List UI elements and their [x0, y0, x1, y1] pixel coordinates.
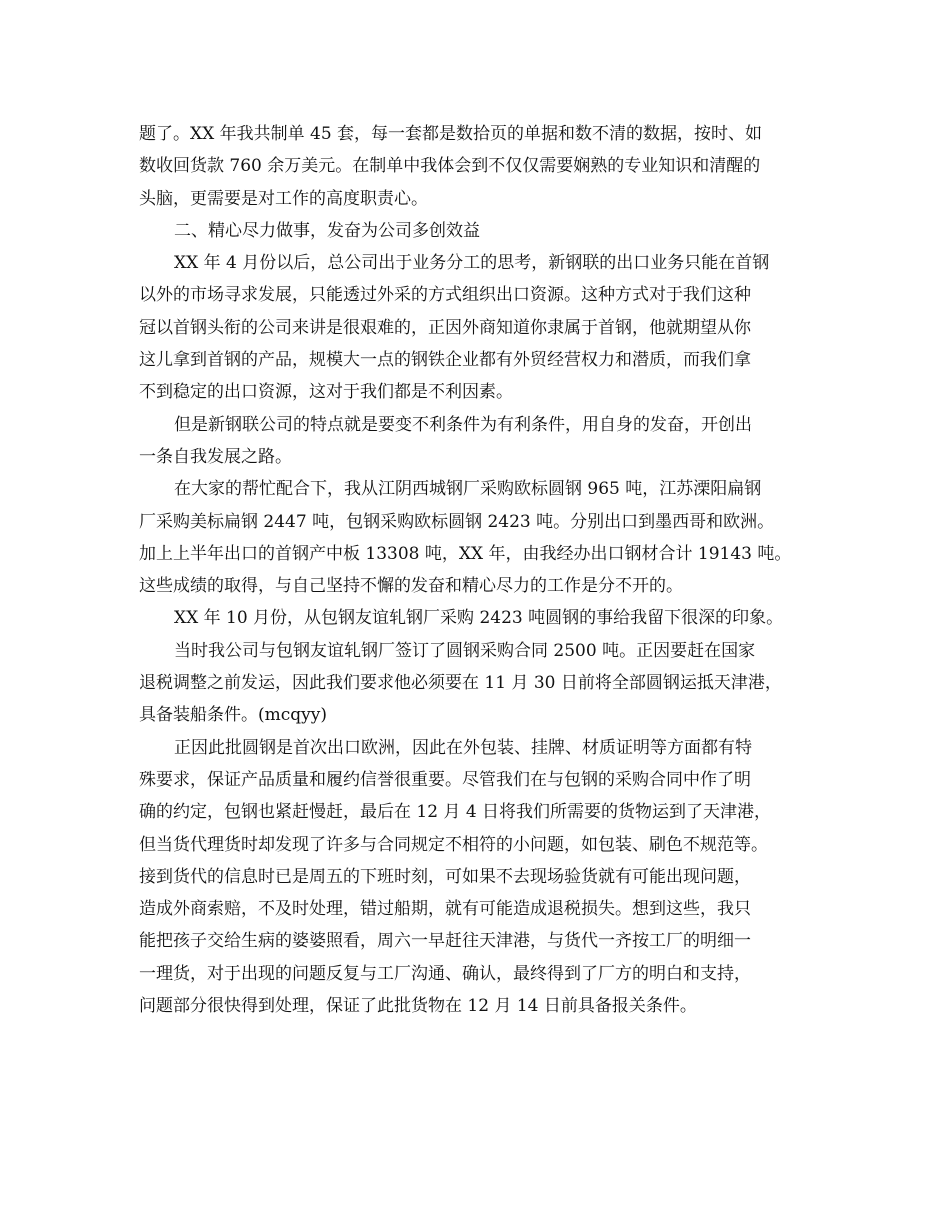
text-line: 问题部分很快得到处理，保证了此批货物在 12 月 14 日前具备报关条件。 — [139, 996, 697, 1017]
text-line: XX 年 10 月份，从包钢友谊轧钢厂采购 2423 吨圆钢的事给我留下很深的印象。 — [174, 608, 784, 629]
text-line: 数收回货款 760 余万美元。在制单中我体会到不仅仅需要娴熟的专业知识和清醒的 — [139, 156, 761, 177]
text-line: 在大家的帮忙配合下，我从江阴西城钢厂采购欧标圆钢 965 吨，江苏溧阳扁钢 — [174, 479, 762, 500]
text-line: 当时我公司与包钢友谊轧钢厂签订了圆钢采购合同 2500 吨。正因要赶在国家 — [174, 640, 756, 661]
text-line: 退税调整之前发运，因此我们要求他必须要在 11 月 30 日前将全部圆钢运抵天津港， — [139, 673, 782, 694]
text-line: 确的约定，包钢也紧赶慢赶，最后在 12 月 4 日将我们所需要的货物运到了天津港， — [139, 802, 772, 823]
text-line: 但当货代理货时却发现了许多与合同规定不相符的小问题，如包装、刷色不规范等。 — [139, 834, 768, 855]
text-line: 具备装船条件。(mcqyy) — [139, 705, 327, 726]
text-line: 厂采购美标扁钢 2447 吨，包钢采购欧标圆钢 2423 吨。分别出口到墨西哥和欧洲。 — [139, 511, 775, 532]
text-line: 加上上半年出口的首钢产中板 13308 吨，XX 年，由我经办出口钢材合计 19143 吨。 — [139, 543, 792, 564]
text-line: 二、精心尽力做事，发奋为公司多创效益 — [174, 220, 480, 241]
text-line: 题了。XX 年我共制单 45 套，每一套都是数拾页的单据和数不清的数据，按时、如 — [139, 124, 763, 144]
text-line: 以外的市场寻求发展，只能透过外采的方式组织出口资源。这种方式对于我们这种 — [139, 285, 751, 306]
text-line: 一条自我发展之路。 — [139, 446, 292, 467]
text-line: 但是新钢联公司的特点就是要变不利条件为有利条件，用自身的发奋，开创出 — [174, 414, 752, 435]
text-line: 殊要求，保证产品质量和履约信誉很重要。尽管我们在与包钢的采购合同中作了明 — [139, 769, 751, 790]
text-line: 正因此批圆钢是首次出口欧洲，因此在外包装、挂牌、材质证明等方面都有特 — [174, 737, 752, 758]
text-line: XX 年 4 月份以后，总公司出于业务分工的思考，新钢联的出口业务只能在首钢 — [174, 253, 770, 274]
text-line: 不到稳定的出口资源，这对于我们都是不利因素。 — [139, 382, 513, 403]
document-body — [139, 118, 829, 1022]
text-line: 头脑，更需要是对工作的高度职责心。 — [139, 188, 428, 209]
text-line: 这儿拿到首钢的产品，规模大一点的钢铁企业都有外贸经营权力和潜质，而我们拿 — [139, 350, 751, 371]
text-line: 能把孩子交给生病的婆婆照看，周六一早赶往天津港，与货代一齐按工厂的明细一 — [139, 931, 751, 952]
text-line: 一理货，对于出现的问题反复与工厂沟通、确认，最终得到了厂方的明白和支持， — [139, 963, 751, 984]
text-line: 造成外商索赔，不及时处理，错过船期，就有可能造成退税损失。想到这些，我只 — [139, 899, 751, 920]
text-line: 这些成绩的取得，与自己坚持不懈的发奋和精心尽力的工作是分不开的。 — [139, 576, 683, 597]
text-line: 冠以首钢头衔的公司来讲是很艰难的，正因外商知道你隶属于首钢，他就期望从你 — [139, 317, 751, 338]
text-line: 接到货代的信息时已是周五的下班时刻，可如果不去现场验货就有可能出现问题， — [139, 866, 751, 887]
